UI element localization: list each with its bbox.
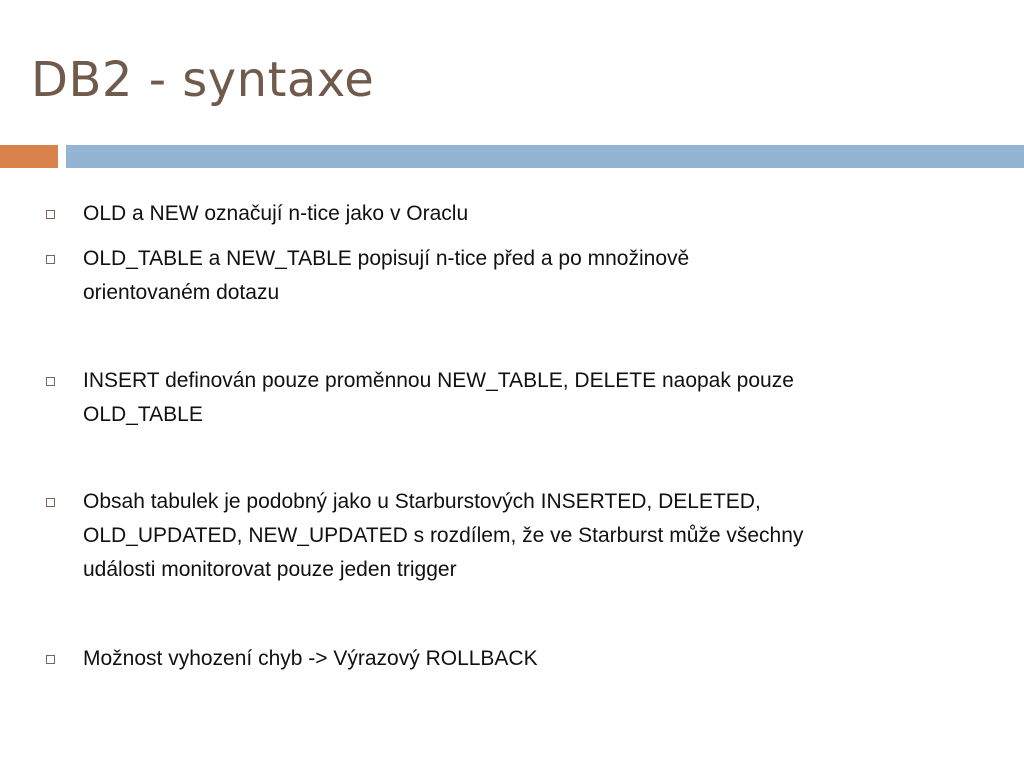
bullet-text-line: OLD_UPDATED, NEW_UPDATED s rozdílem, že ve Starburst může všechny: [83, 524, 804, 547]
title-accent-bar-orange: [0, 145, 58, 168]
bullet-text-line: orientovaném dotazu: [83, 281, 280, 304]
bullet-text: [83, 485, 953, 587]
bullet-text-line: OLD_TABLE a NEW_TABLE popisují n-tice před a po množinově: [83, 247, 690, 270]
square-bullet-icon: [46, 210, 55, 219]
bullet-text: [83, 364, 953, 432]
square-bullet-icon: [46, 377, 55, 386]
bullet-text-line: INSERT definován pouze proměnnou NEW_TABLE, DELETE naopak pouze: [83, 369, 794, 392]
bullet-text-line: Obsah tabulek je podobný jako u Starburstových INSERTED, DELETED,: [83, 490, 761, 513]
square-bullet-icon: [46, 255, 55, 264]
slide-title: DB2 - syntaxe: [31, 52, 375, 108]
bullet-text: [83, 242, 953, 310]
square-bullet-icon: [46, 655, 55, 664]
title-accent-bar-blue: [66, 145, 1024, 168]
bullet-text: [83, 197, 953, 231]
bullet-text-line: události monitorovat pouze jeden trigger: [83, 558, 457, 581]
square-bullet-icon: [46, 498, 55, 507]
bullet-text-line: OLD_TABLE: [83, 403, 203, 426]
bullet-text: [83, 642, 953, 676]
bullet-text-line: Možnost vyhození chyb -> Výrazový ROLLBACK: [83, 647, 538, 670]
bullet-text-line: OLD a NEW označují n-tice jako v Oraclu: [83, 202, 469, 225]
